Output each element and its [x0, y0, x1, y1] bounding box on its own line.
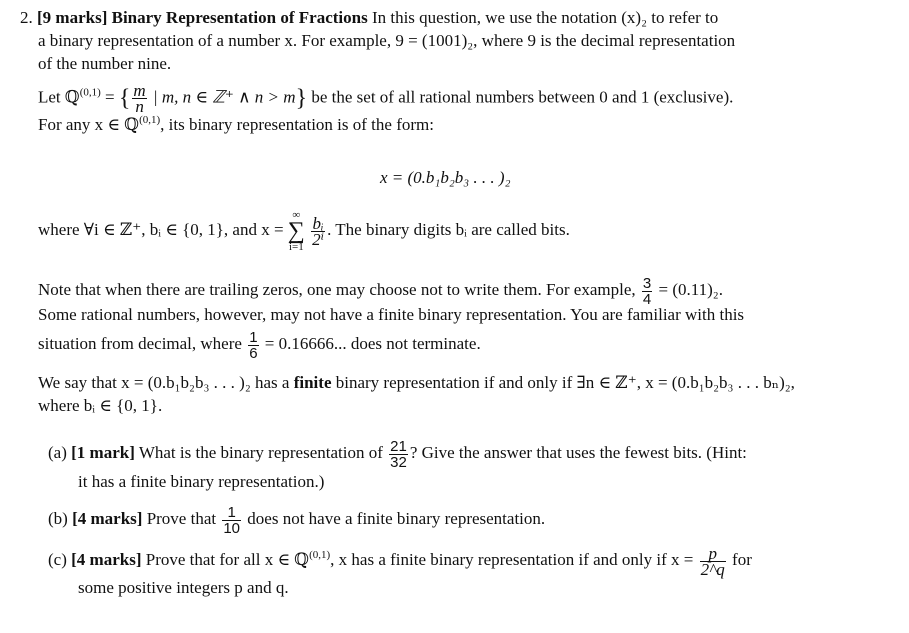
for-any-line: For any x ∈ ℚ$^{(0,1)}$, its binary representation is of the form:	[38, 114, 434, 134]
part-c-line-2: some positive integers p and q.	[78, 578, 289, 597]
note-line-2: Some rational numbers, however, may not have a finite binary representation. You are familiar with this	[38, 305, 745, 324]
set-definition-line: Let ℚ$^{(0,1)}$ = { $\frac{m}{n}$ | m, n ∈ ℤ⁺ ∧ n > m} be the set of all rational numbers between 0 and 1 (exclusive).	[38, 81, 734, 116]
note-line-3: situation from decimal, where $\frac{1}{6}$ = 0.16666... does not terminate.	[38, 328, 481, 362]
question-marks: [9 marks]	[37, 8, 108, 27]
part-a: (a) [1 mark] What is the binary representation of $\frac{21}{32}$ ? Give the answer that uses the fewest bits. (Hint:	[48, 437, 747, 471]
part-c: (c) [4 marks] Prove that for all x ∈ ℚ$^{(0,1)}$, x has a finite binary representation if and only if x = $\frac{p}{2\^{}q}$ for	[48, 543, 752, 579]
note-line-1: Note that when there are trailing zeros, one may choose not to write them. For example, $\frac{3}{4}$ = (0.11)₂.	[38, 274, 723, 308]
intro-line-1: In this question, we use the notation (x)₂ to refer to	[371, 8, 719, 27]
part-a-line-2: it has a finite binary representation.)	[78, 472, 325, 491]
question-header-line	[20, 8, 718, 28]
finite-definition-line-1: We say that x = (0.b₁b₂b₃ . . . )₂ has a finite binary representation if and only if ∃n ∈ ℤ⁺, x = (0.b₁b₂b₃ . . . bₙ)₂,	[38, 373, 795, 392]
part-b: (b) [4 marks] Prove that $\frac{1}{10}$ does not have a finite binary representation.	[48, 503, 546, 537]
finite-definition-line-2: where bᵢ ∈ {0, 1}.	[38, 396, 163, 415]
where-line: where ∀i ∈ ℤ⁺, bᵢ ∈ {0, 1}, and x = ∞ ∑ i=1 $\frac{\text{bᵢ}}{\text{2ⁱ}}$ . The binary digits bᵢ are called bits.	[38, 209, 570, 254]
question-number: 2.	[20, 8, 33, 27]
summation: ∞ ∑ i=1	[287, 209, 305, 254]
binary-form-equation: x = (0.b₁b₂b₃ . . . )₂	[380, 168, 511, 187]
question-title: Binary Representation of Fractions	[111, 8, 368, 27]
intro-line-3: of the number nine.	[38, 54, 172, 73]
intro-line-2: a binary representation of a number x. For example, 9 = (1001)₂, where 9 is the decimal representation	[38, 31, 736, 50]
